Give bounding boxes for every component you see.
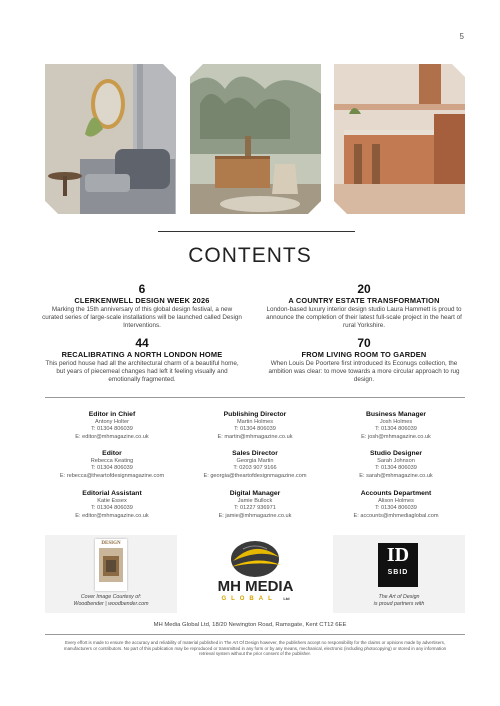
staff-name: Rebecca Keating [90,458,134,464]
staff-phone: T: 01304 806039 [91,465,133,472]
mh-media-logo [203,535,308,613]
story-description: London-based luxury interior design studio Laura Hammett is proud to announce the completion of their latest full-scale project in the heart of rural Yorkshire. [266,306,462,329]
sbid-partner-panel [333,535,465,613]
story-page-number: 6 [138,282,146,296]
staff-entry [180,489,330,520]
mural-room-photo [190,64,321,214]
staff-phone: T: 01227 936971 [234,505,276,512]
staff-email[interactable]: E: georgia@theartofdesignmagazine.com [203,472,307,479]
staff-phone: T: 01304 806039 [375,426,417,433]
staff-entry [321,489,471,520]
story-heading: RECALIBRATING A NORTH LONDON HOME [61,350,223,359]
sbid-letters: ID [386,544,410,566]
staff-name: Alison Holmes [378,498,414,504]
publisher-address: MH Media Global Ltd, 18/20 Newington Road, Ramsgate, Kent CT12 6EE [153,622,347,628]
partner-logos [45,535,465,613]
staff-email[interactable]: E: editor@mhmagazine.co.uk [75,433,149,440]
staff-phone: T: 01304 806039 [375,505,417,512]
sbid-logo [378,543,418,587]
story-page-number: 44 [135,336,149,350]
story-heading: FROM LIVING ROOM TO GARDEN [301,350,427,359]
staff-phone: T: 01304 806039 [91,426,133,433]
story-item[interactable] [42,337,242,383]
staff-entry [321,410,471,441]
staff-role: Sales Director [232,450,278,457]
page-number: 5 [459,32,464,41]
staff-entry [180,410,330,441]
story-item[interactable] [42,283,242,329]
staff-role: Editor [102,450,122,457]
cover-credit-panel [45,535,177,613]
legal-disclaimer: Every effort is made to ensure the accuracy and reliability of material published in The Art Of Design however, the publishers accept no responsibility for the claims or opinions made by advertisers, manufacturers or contributors. No part of this publication may be reproduced or transmitted in any form or by any means, mechanical, electronic (including photocopying) or stored in any information retrieval system without the prior consent of the publisher. [63,640,447,657]
staff-role: Business Manager [365,411,427,418]
story-description: Marking the 15th anniversary of this global design festival, a new curated series of large-scale installations will be launched called Design Interventions. [42,306,242,329]
staff-entry [37,410,187,441]
staff-email[interactable]: E: sarah@mhmagazine.co.uk [359,472,433,479]
staff-entry [321,449,471,480]
contents-bottom-rule [45,397,465,398]
staff-phone: T: 0203 907 9166 [233,465,277,472]
magazine-cover-thumbnail [95,539,127,591]
sbid-name: SBID [387,569,409,576]
story-description: This period house had all the architectural charm of a beautiful home, but years of piecemeal changes had left it feeling visually and emotionally fragmented. [45,360,239,383]
living-room-photo [45,64,176,214]
staff-phone: T: 01304 806039 [91,505,133,512]
staff-entry [180,449,330,480]
story-item[interactable] [264,283,464,329]
staff-role: Publishing Director [223,411,287,418]
staff-role: Accounts Department [360,490,432,497]
story-heading: A COUNTRY ESTATE TRANSFORMATION [288,296,440,305]
staff-email[interactable]: E: editor@mhmagazine.co.uk [75,512,149,519]
footer-rule [45,634,465,635]
globe-icon [203,535,308,579]
kitchen-photo [334,64,465,214]
mh-media-submark: GLOBAL Ltd [221,596,290,602]
mh-media-wordmark: MH MEDIA [217,578,294,595]
staff-phone: T: 01304 806039 [375,465,417,472]
staff-name: Georgia Martin [236,458,274,464]
staff-email[interactable]: E: martin@mhmagazine.co.uk [217,433,293,440]
contents-top-rule [158,231,355,232]
staff-email[interactable]: E: rebecca@theartofdesignmagazine.com [59,472,165,479]
staff-role: Editor in Chief [88,411,136,418]
staff-role: Editorial Assistant [82,490,142,497]
staff-name: Antony Holter [95,419,129,425]
story-description: When Louis De Poortere first introduced its Econugs collection, the ambition was clear: to move towards a more circular approach to rug design. [268,360,460,383]
staff-name: Sarah Johnson [377,458,415,464]
story-heading: CLERKENWELL DESIGN WEEK 2026 [74,296,210,305]
staff-name: Katie Essex [97,498,127,504]
staff-email[interactable]: E: accounts@mhmediaglobal.com [353,512,439,519]
story-page-number: 70 [357,336,371,350]
story-page-number: 20 [357,282,371,296]
staff-email[interactable]: E: jamie@mhmagazine.co.uk [218,512,292,519]
staff-phone: T: 01304 806039 [234,426,276,433]
staff-name: Martin Holmes [236,419,274,425]
staff-email[interactable]: E: josh@mhmagazine.co.uk [361,433,431,440]
cover-masthead: DESIGN [101,541,121,546]
cover-credit-caption: Cover Image Courtesy of: Woodbender | woodbender.com [73,594,149,607]
sbid-caption: The Art of Design is proud partners with [373,594,425,607]
staff-name: Josh Holmes [379,419,413,425]
staff-role: Studio Designer [369,450,423,457]
photo-strip [45,64,465,214]
staff-role: Digital Manager [229,490,281,497]
staff-entry [37,449,187,480]
staff-entry [37,489,187,520]
staff-name: Jamie Bullock [237,498,273,504]
story-item[interactable] [264,337,464,383]
contents-heading: CONTENTS [188,244,312,267]
